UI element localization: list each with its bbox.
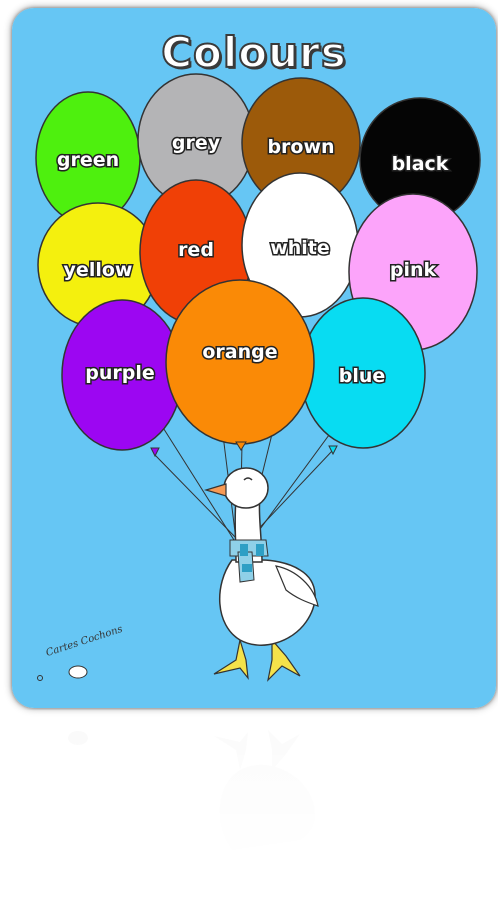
balloon-label-blue: blue	[338, 365, 386, 387]
balloon-orange	[166, 280, 314, 450]
balloon-blue	[301, 298, 425, 454]
balloon-illustration	[12, 8, 496, 708]
poster-title: Colours	[161, 28, 347, 77]
balloon-label-yellow: yellow	[63, 259, 133, 281]
reflection-fade	[12, 710, 496, 906]
balloon-label-red: red	[178, 239, 214, 261]
balloon-label-green: green	[56, 149, 120, 171]
poster-reflection	[12, 710, 496, 906]
signature-stamp-icon	[38, 666, 88, 681]
balloon-purple	[62, 300, 182, 456]
colours-poster	[12, 8, 496, 708]
balloon-label-black: black	[391, 153, 449, 175]
balloon-label-pink: pink	[389, 259, 437, 281]
balloon-label-grey: grey	[171, 132, 221, 154]
balloon-label-orange: orange	[202, 341, 278, 363]
balloon-label-white: white	[270, 237, 330, 259]
balloon-label-purple: purple	[85, 362, 155, 384]
goose-illustration	[206, 468, 318, 680]
signature: Cartes Cochons	[44, 623, 125, 659]
balloon-label-brown: brown	[267, 136, 335, 158]
